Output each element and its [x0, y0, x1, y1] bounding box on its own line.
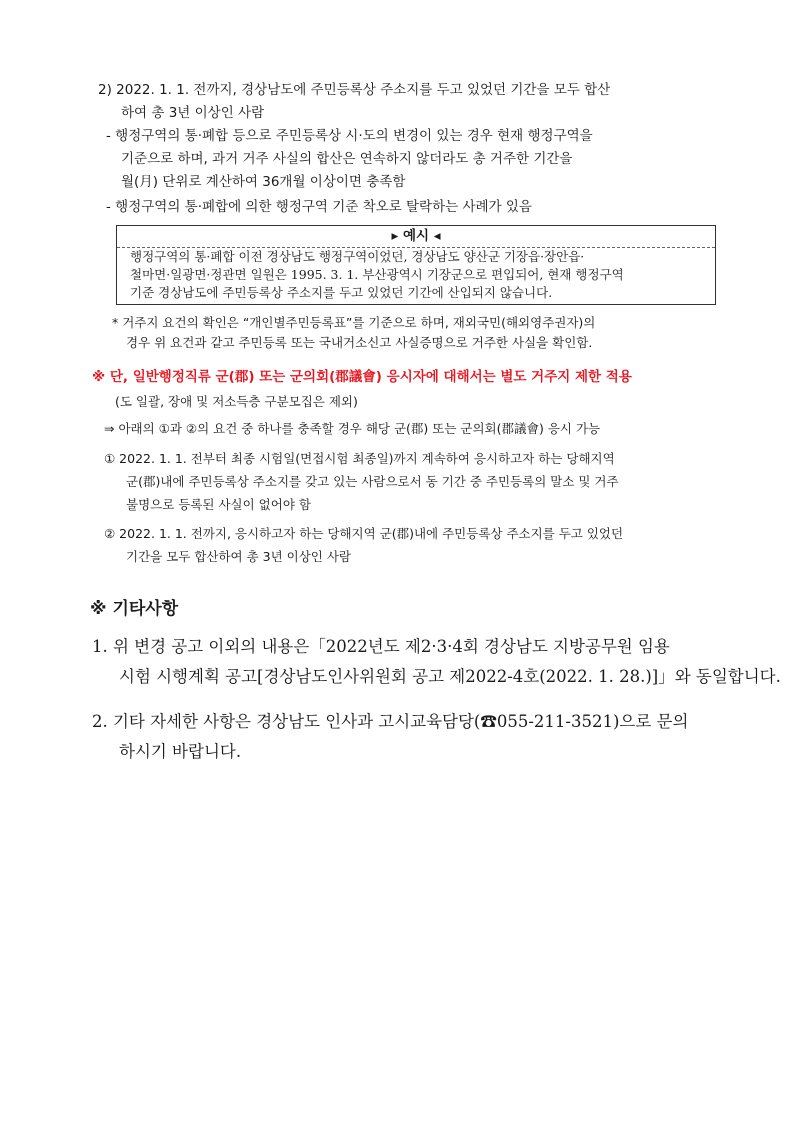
example-title: ▸ 예시 ◂ — [117, 226, 715, 248]
residence-requirement-2-cont: 하여 총 3년 이상인 사람 — [121, 105, 265, 121]
residence-note-cont: 경우 위 요건과 같고 주민등록 또는 국내거소신고 사실증명으로 거주한 사실을 확인함. — [126, 335, 593, 350]
bullet-merge-rule: - 행정구역의 통·폐합 등으로 주민등록상 시·도의 변경이 있는 경우 현재 행정구역을 — [106, 128, 593, 144]
county-exception-note: (도 일괄, 장애 및 저소득층 구분모집은 제외) — [115, 394, 358, 409]
other-item-1-cont: 시험 시행계획 공고[경상남도인사위원회 공고 제2022-4호(2022. 1. 28.)]」와 동일합니다. — [119, 667, 781, 686]
county-requirement-1-cont2: 불명으로 등록된 사실이 없어야 함 — [126, 497, 311, 512]
county-requirement-2-cont: 기간을 모두 합산하여 총 3년 이상인 사람 — [126, 549, 351, 564]
other-item-2-cont: 하시기 바랍니다. — [119, 742, 242, 761]
other-item-1: 1. 위 변경 공고 이외의 내용은「2022년도 제2·3·4회 경상남도 지방공무원 임용 — [92, 637, 670, 656]
example-box — [116, 225, 716, 305]
county-requirement-1: ① 2022. 1. 1. 전부터 최종 시험일(면접시험 최종일)까지 계속하여 응시하고자 하는 당해지역 — [104, 451, 615, 466]
other-item-2: 2. 기타 자세한 사항은 경상남도 인사과 고시교육담당(☎055-211-3521)으로 문의 — [92, 712, 689, 731]
residence-requirement-2: 2) 2022. 1. 1. 전까지, 경상남도에 주민등록상 주소지를 두고 있었던 기간을 모두 합산 — [98, 82, 611, 98]
example-line-2: 철마면·일광면·정관면 일원은 1995. 3. 1. 부산광역시 기장군으로 편입되어, 현재 행정구역 — [130, 267, 624, 282]
bullet-merge-rule-cont2: 월(月) 단위로 계산하여 36개월 이상이면 충족함 — [121, 174, 406, 190]
example-line-3: 기준 경상남도에 주민등록상 주소지를 두고 있었던 기간에 산입되지 않습니다. — [130, 285, 553, 300]
example-line-1: 행정구역의 통·폐합 이전 경상남도 행정구역이었던, 경상남도 양산군 기장읍·장안읍· — [130, 249, 585, 264]
other-matters-heading: ※ 기타사항 — [90, 599, 179, 619]
county-restriction-warning: ※ 단, 일반행정직류 군(郡) 또는 군의회(郡議會) 응시자에 대해서는 별도 거주지 제한 적용 — [92, 369, 632, 385]
county-requirement-2: ② 2022. 1. 1. 전까지, 응시하고자 하는 당해지역 군(郡)내에 주민등록상 주소지를 두고 있었던 — [104, 526, 624, 541]
bullet-error-warning: - 행정구역의 통·폐합에 의한 행정구역 기준 착오로 탈락하는 사례가 있음 — [106, 199, 532, 215]
county-requirement-1-cont1: 군(郡)내에 주민등록상 주소지를 갖고 있는 사람으로서 동 기간 중 주민등록의 말소 및 거주 — [126, 474, 619, 489]
residence-note: * 거주지 요건의 확인은 “개인별주민등록표”를 기준으로 하며, 재외국민(해외영주권자)의 — [112, 315, 596, 330]
bullet-merge-rule-cont1: 기준으로 하며, 과거 거주 사실의 합산은 연속하지 않더라도 총 거주한 기간을 — [121, 151, 573, 167]
county-eligibility-arrow: ⇒ 아래의 ①과 ②의 요건 중 하나를 충족할 경우 해당 군(郡) 또는 군의회(郡議會) 응시 가능 — [104, 421, 601, 436]
